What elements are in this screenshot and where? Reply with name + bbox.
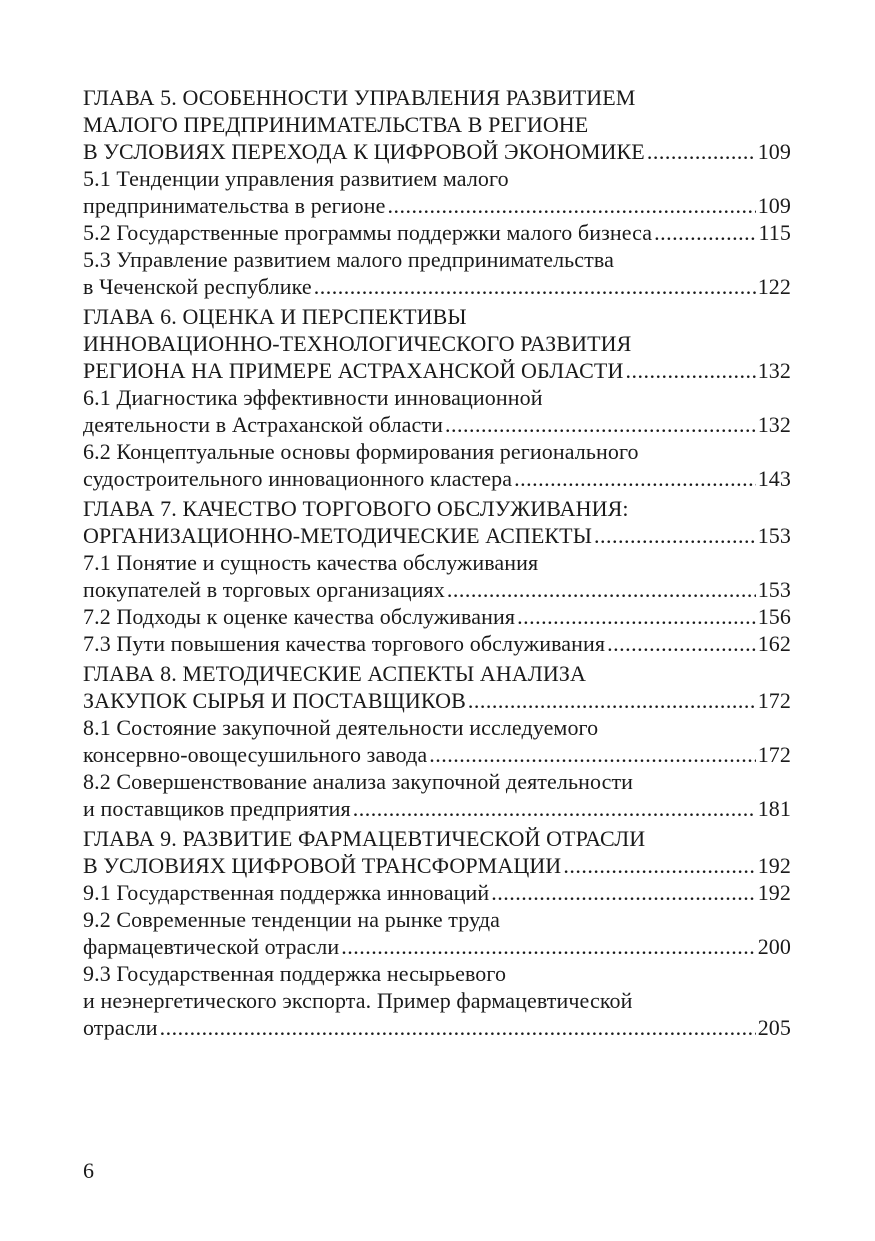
section-title-text: в Чеченской республике	[83, 274, 312, 299]
section-title-line	[83, 714, 791, 741]
section-title-text: 5.2 Государственные программы поддержки малого бизнеса	[83, 220, 653, 245]
section-page-number: 181	[757, 796, 791, 821]
section-title-line	[83, 384, 791, 411]
chapter-title-line	[83, 84, 791, 111]
section-title-text: предпринимательства в регионе	[83, 193, 386, 218]
dot-leader	[314, 273, 756, 300]
toc-section	[83, 246, 791, 300]
dot-leader	[654, 219, 756, 246]
section-title-text: 7.2 Подходы к оценке качества обслуживания	[83, 604, 516, 629]
section-page-number: 200	[757, 934, 791, 959]
section-entry[interactable]	[83, 603, 791, 630]
section-entry[interactable]	[83, 219, 791, 246]
toc-section	[83, 165, 791, 219]
dot-leader	[491, 879, 755, 906]
section-title-line	[83, 906, 791, 933]
chapter-title-text: ГЛАВА 5. ОСОБЕННОСТИ УПРАВЛЕНИЯ РАЗВИТИЕМ	[83, 85, 636, 110]
section-entry[interactable]	[83, 795, 791, 822]
section-title-text: покупателей в торговых организациях	[83, 577, 445, 602]
toc-chapter	[83, 303, 791, 492]
dot-leader	[429, 741, 755, 768]
section-title-line	[83, 960, 791, 987]
section-title-text: 7.1 Понятие и сущность качества обслуживания	[83, 550, 539, 575]
section-page-number: 192	[757, 880, 791, 905]
dot-leader	[607, 630, 756, 657]
chapter-title-text: В УСЛОВИЯХ ПЕРЕХОДА К ЦИФРОВОЙ ЭКОНОМИКЕ	[83, 139, 645, 164]
toc-section	[83, 879, 791, 906]
section-title-line	[83, 987, 791, 1014]
chapter-title-line	[83, 660, 791, 687]
dot-leader	[517, 603, 756, 630]
table-of-contents	[83, 84, 791, 1044]
section-entry[interactable]	[83, 576, 791, 603]
dot-leader	[594, 522, 756, 549]
section-title-line	[83, 549, 791, 576]
section-page-number: 143	[757, 466, 791, 491]
dot-leader	[445, 411, 756, 438]
chapter-title-line	[83, 825, 791, 852]
chapter-title-text: ГЛАВА 9. РАЗВИТИЕ ФАРМАЦЕВТИЧЕСКОЙ ОТРАСЛИ	[83, 826, 646, 851]
section-title-line	[83, 165, 791, 192]
dot-leader	[160, 1014, 756, 1041]
section-title-text: фармацевтической отрасли	[83, 934, 340, 959]
section-page-number: 132	[757, 412, 791, 437]
section-page-number: 205	[757, 1015, 791, 1040]
section-entry[interactable]	[83, 465, 791, 492]
section-title-text: судостроительного инновационного кластера	[83, 466, 513, 491]
toc-chapter	[83, 84, 791, 300]
dot-leader	[468, 687, 756, 714]
section-title-text: деятельности в Астраханской области	[83, 412, 443, 437]
toc-section	[83, 714, 791, 768]
section-title-text: 6.2 Концептуальные основы формирования регионального	[83, 439, 639, 464]
chapter-title-text: РЕГИОНА НА ПРИМЕРЕ АСТРАХАНСКОЙ ОБЛАСТИ	[83, 358, 624, 383]
section-title-text: отрасли	[83, 1015, 158, 1040]
section-page-number: 156	[757, 604, 791, 629]
section-entry[interactable]	[83, 879, 791, 906]
section-title-line	[83, 246, 791, 273]
section-title-text: и поставщиков предприятия	[83, 796, 351, 821]
dot-leader	[625, 357, 755, 384]
section-title-text: 8.1 Состояние закупочной деятельности исследуемого	[83, 715, 599, 740]
chapter-title-line	[83, 303, 791, 330]
section-page-number: 153	[757, 577, 791, 602]
toc-section	[83, 549, 791, 603]
chapter-title-text: ГЛАВА 6. ОЦЕНКА И ПЕРСПЕКТИВЫ	[83, 304, 467, 329]
section-title-line	[83, 768, 791, 795]
section-title-text: 7.3 Пути повышения качества торгового обслуживания	[83, 631, 606, 656]
section-title-text: 9.3 Государственная поддержка несырьевого	[83, 961, 507, 986]
section-title-line	[83, 438, 791, 465]
chapter-title-text: ИННОВАЦИОННО-ТЕХНОЛОГИЧЕСКОГО РАЗВИТИЯ	[83, 331, 632, 356]
dot-leader	[388, 192, 756, 219]
chapter-page-number: 109	[757, 139, 791, 164]
toc-section	[83, 603, 791, 630]
section-title-text: 8.2 Совершенствование анализа закупочной деятельности	[83, 769, 634, 794]
chapter-title-text: ОРГАНИЗАЦИОННО-МЕТОДИЧЕСКИЕ АСПЕКТЫ	[83, 523, 593, 548]
dot-leader	[353, 795, 756, 822]
toc-chapter	[83, 825, 791, 1041]
chapter-title-entry[interactable]	[83, 852, 791, 879]
section-entry[interactable]	[83, 933, 791, 960]
toc-section	[83, 384, 791, 438]
chapter-title-text: В УСЛОВИЯХ ЦИФРОВОЙ ТРАНСФОРМАЦИИ	[83, 853, 562, 878]
toc-section	[83, 438, 791, 492]
section-entry[interactable]	[83, 273, 791, 300]
chapter-title-text: ГЛАВА 8. МЕТОДИЧЕСКИЕ АСПЕКТЫ АНАЛИЗА	[83, 661, 586, 686]
section-page-number: 109	[757, 193, 791, 218]
dot-leader	[341, 933, 755, 960]
section-page-number: 172	[757, 742, 791, 767]
section-title-text: 6.1 Диагностика эффективности инновационной	[83, 385, 543, 410]
section-entry[interactable]	[83, 1014, 791, 1041]
chapter-page-number: 192	[757, 853, 791, 878]
chapter-title-line	[83, 330, 791, 357]
dot-leader	[447, 576, 756, 603]
section-page-number: 122	[757, 274, 791, 299]
section-page-number: 115	[758, 220, 791, 245]
toc-section	[83, 768, 791, 822]
section-page-number: 162	[757, 631, 791, 656]
chapter-title-text: ГЛАВА 7. КАЧЕСТВО ТОРГОВОГО ОБСЛУЖИВАНИЯ:	[83, 496, 629, 521]
chapter-page-number: 132	[757, 358, 791, 383]
section-entry[interactable]	[83, 630, 791, 657]
chapter-title-entry[interactable]	[83, 138, 791, 165]
section-entry[interactable]	[83, 741, 791, 768]
page-number: 6	[83, 1158, 94, 1183]
section-title-text: 9.2 Современные тенденции на рынке труда	[83, 907, 500, 932]
chapter-page-number: 153	[757, 523, 791, 548]
dot-leader	[514, 465, 756, 492]
toc-chapter	[83, 660, 791, 822]
section-title-text: 5.1 Тенденции управления развитием малого	[83, 166, 509, 191]
section-entry[interactable]	[83, 411, 791, 438]
section-entry[interactable]	[83, 192, 791, 219]
chapter-title-entry[interactable]	[83, 687, 791, 714]
toc-chapter	[83, 495, 791, 657]
section-title-text: консервно-овощесушильного завода	[83, 742, 428, 767]
section-title-text: и неэнергетического экспорта. Пример фармацевтической	[83, 988, 633, 1013]
section-title-text: 5.3 Управление развитием малого предпринимательства	[83, 247, 614, 272]
toc-section	[83, 906, 791, 960]
toc-section	[83, 219, 791, 246]
chapter-title-entry[interactable]	[83, 522, 791, 549]
toc-section	[83, 960, 791, 1041]
dot-leader	[563, 852, 755, 879]
chapter-title-entry[interactable]	[83, 357, 791, 384]
toc-section	[83, 630, 791, 657]
chapter-title-text: МАЛОГО ПРЕДПРИНИМАТЕЛЬСТВА В РЕГИОНЕ	[83, 112, 589, 137]
section-title-text: 9.1 Государственная поддержка инноваций	[83, 880, 490, 905]
chapter-page-number: 172	[757, 688, 791, 713]
chapter-title-text: ЗАКУПОК СЫРЬЯ И ПОСТАВЩИКОВ	[83, 688, 466, 713]
chapter-title-line	[83, 495, 791, 522]
dot-leader	[647, 138, 756, 165]
chapter-title-line	[83, 111, 791, 138]
